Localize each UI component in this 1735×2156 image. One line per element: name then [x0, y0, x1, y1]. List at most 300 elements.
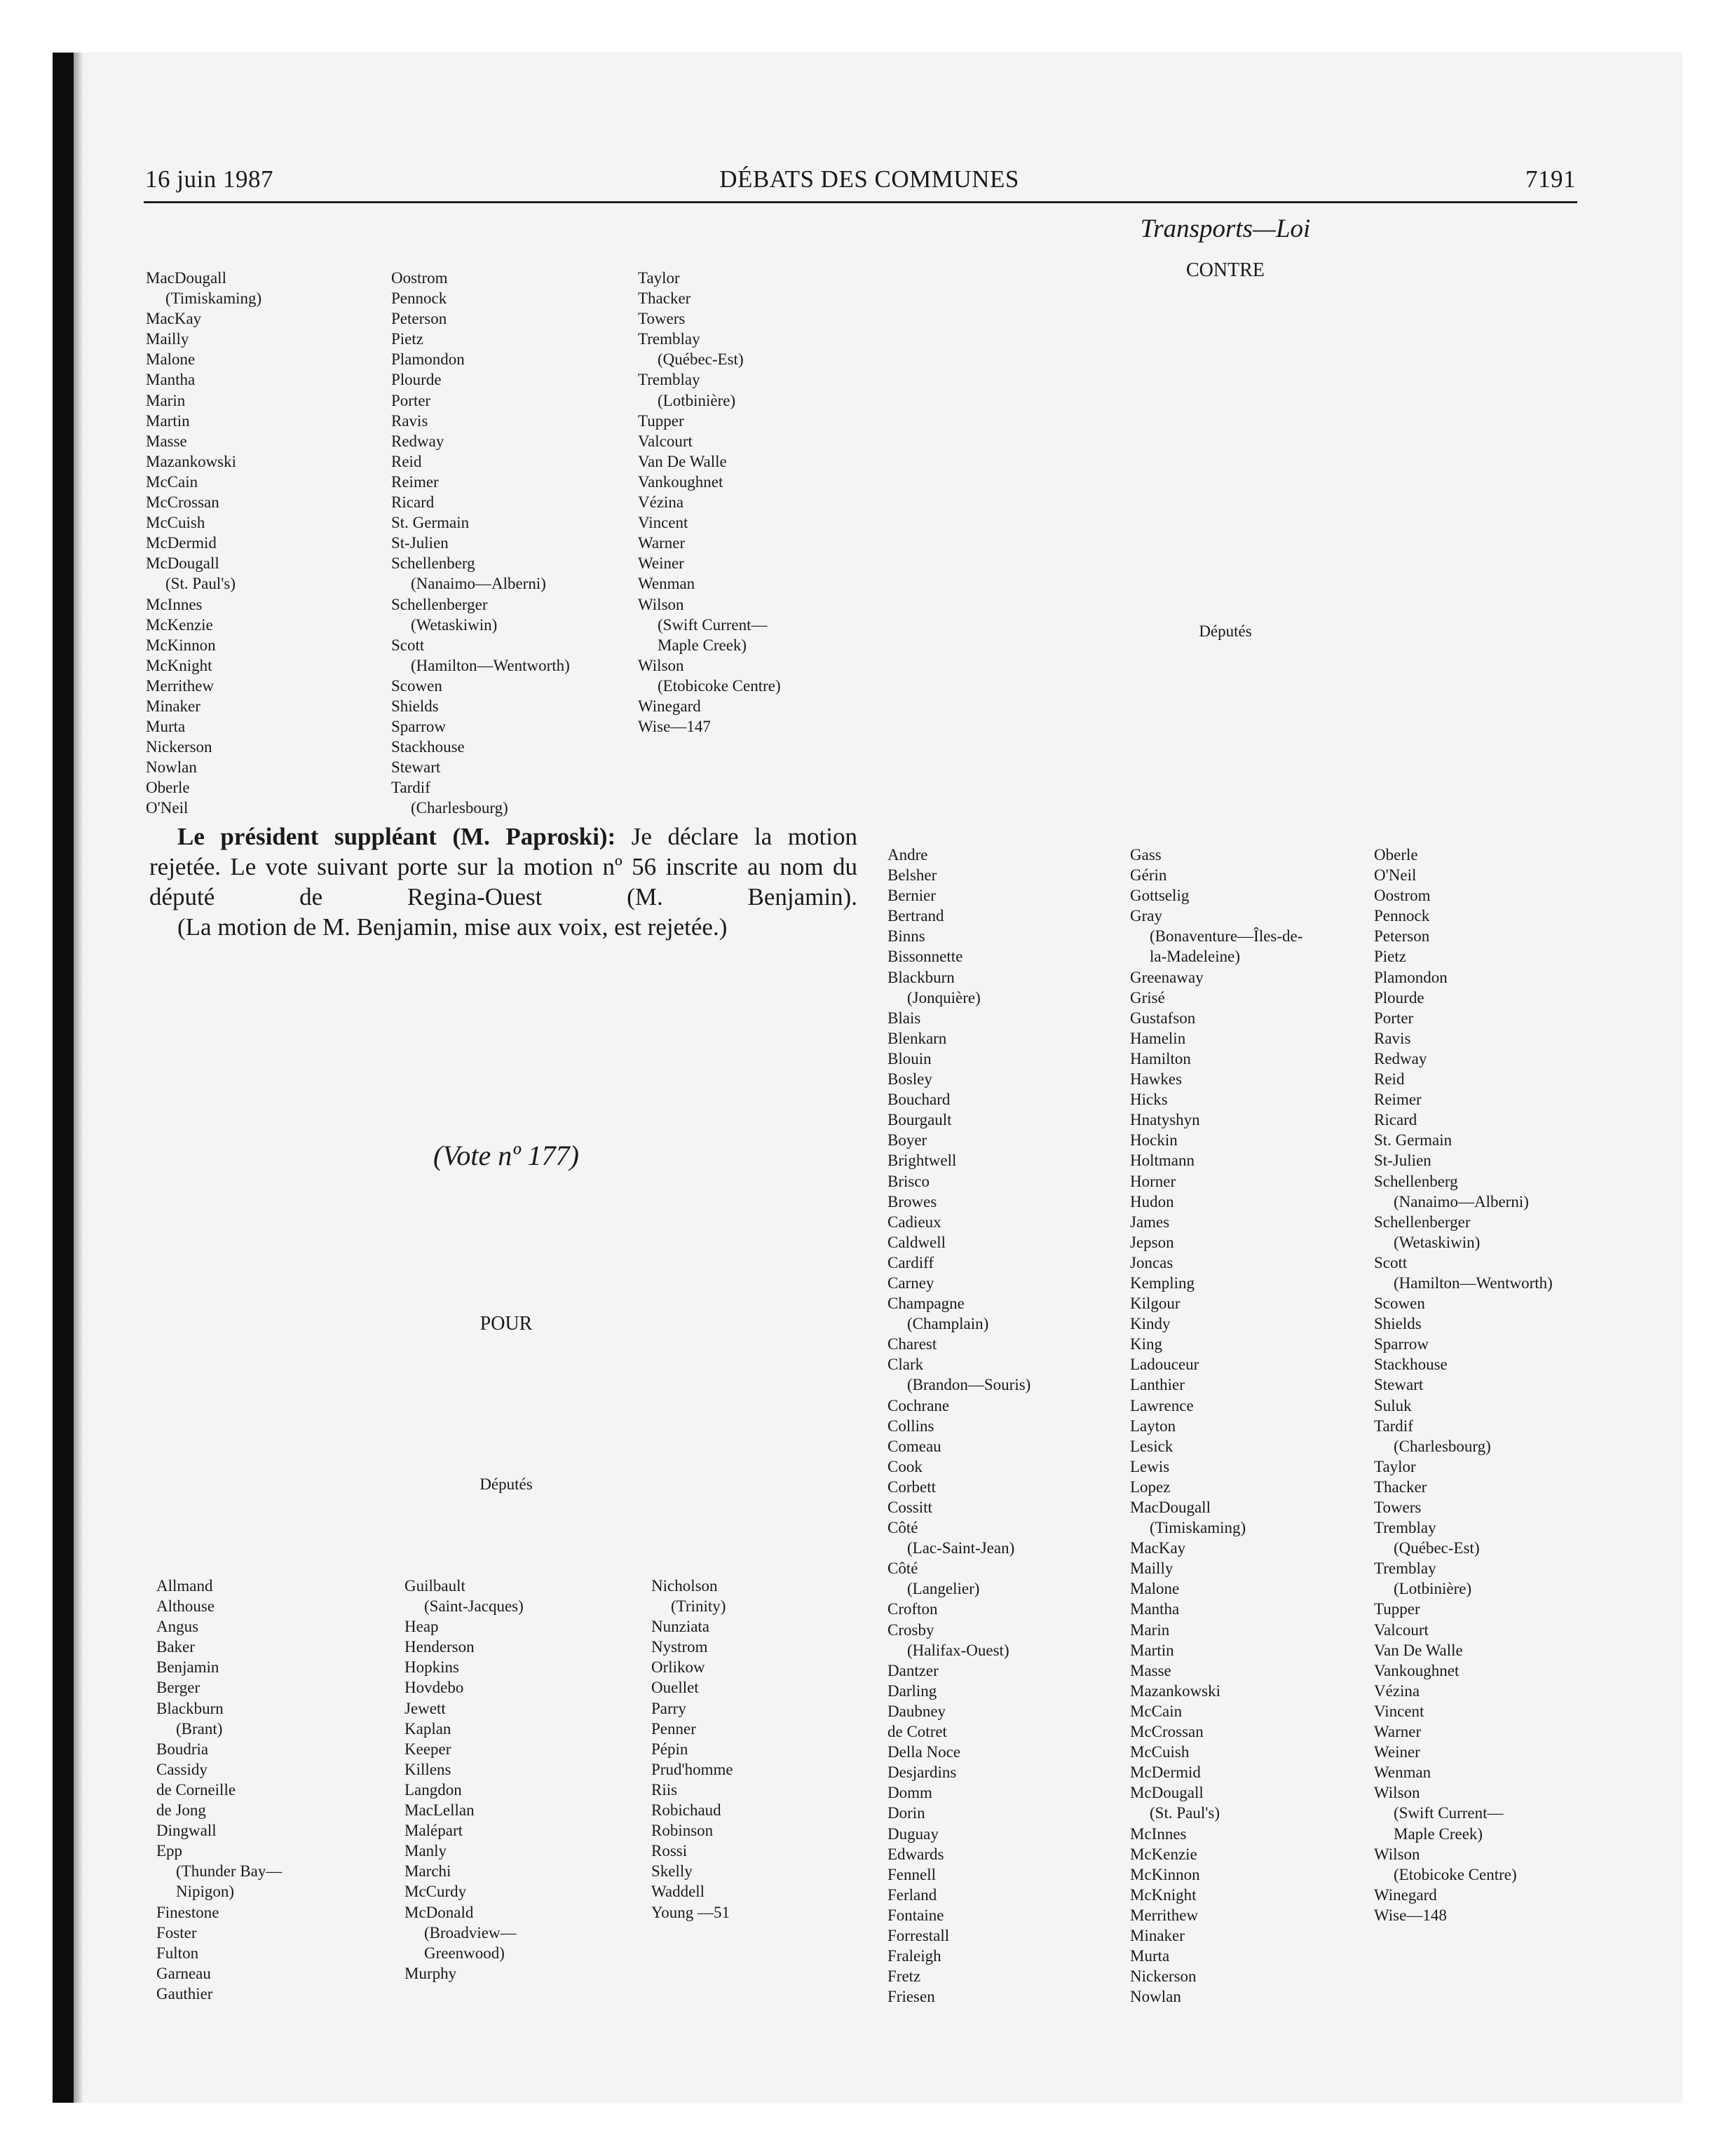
- member-name: Taylor: [638, 269, 680, 287]
- member-name: Greenaway: [1130, 968, 1204, 986]
- member-name: Domm: [887, 1784, 932, 1802]
- member-name: Layton: [1130, 1417, 1176, 1435]
- header-page-number: 7191: [1525, 165, 1576, 193]
- riding-name: (Hamilton—Wentworth): [1394, 1274, 1553, 1292]
- riding-name: (Saint-Jacques): [424, 1597, 524, 1616]
- member-name: Murphy: [404, 1964, 457, 1982]
- member-name: MacKay: [146, 310, 202, 328]
- member-name: Warner: [1374, 1723, 1422, 1741]
- member-name: Gray: [1130, 907, 1162, 925]
- member-name: Warner: [638, 534, 686, 552]
- member-name: Malépart: [404, 1822, 463, 1840]
- vote-number-title: (Vote nº 177): [433, 1140, 579, 1171]
- member-name: Jewett: [404, 1699, 446, 1717]
- member-name: Ferland: [887, 1885, 937, 1904]
- member-name: Martin: [1130, 1641, 1174, 1659]
- member-name: Nickerson: [146, 738, 212, 756]
- member-name: Mantha: [1130, 1600, 1180, 1618]
- member-name: Vincent: [638, 514, 688, 532]
- member-name: Scowen: [391, 676, 442, 695]
- member-name: Caldwell: [887, 1233, 946, 1251]
- scan-edge-shadow: [74, 53, 83, 2103]
- member-name: Waddell: [651, 1883, 705, 1901]
- member-name: McInnes: [1130, 1824, 1187, 1843]
- scan-binding-edge: [53, 53, 74, 2103]
- member-name: Kaplan: [404, 1719, 451, 1738]
- riding-name: (Trinity): [671, 1597, 726, 1616]
- member-name: Skelly: [651, 1862, 693, 1881]
- member-name: Tupper: [1374, 1600, 1420, 1618]
- member-name: Daubney: [887, 1702, 946, 1720]
- member-name: McDonald: [404, 1903, 474, 1921]
- member-name: Orlikow: [651, 1658, 705, 1677]
- member-name: Tardif: [1374, 1417, 1413, 1435]
- member-name: Bissonnette: [887, 948, 963, 966]
- member-name: Forrestall: [887, 1926, 950, 1944]
- member-name: Reid: [1374, 1070, 1405, 1089]
- riding-name: (Nanaimo—Alberni): [411, 575, 546, 593]
- member-name: Bernier: [887, 887, 936, 905]
- member-name: Nowlan: [146, 758, 197, 777]
- member-name: MacDougall: [1130, 1499, 1211, 1516]
- member-name: Porter: [1374, 1009, 1414, 1027]
- riding-name: (Charlesbourg): [411, 799, 508, 817]
- member-name: Fretz: [887, 1967, 921, 1986]
- member-name: Dingwall: [156, 1822, 217, 1840]
- member-name: Grisé: [1130, 988, 1165, 1007]
- member-name: Hnatyshyn: [1130, 1111, 1200, 1129]
- member-name: Tardif: [391, 779, 430, 797]
- riding-name: (Timiskaming): [165, 289, 262, 308]
- member-name: Killens: [404, 1760, 451, 1778]
- riding-name: (Lotbinière): [1394, 1580, 1472, 1598]
- member-name: St. Germain: [1374, 1131, 1452, 1149]
- member-name: Manly: [404, 1842, 447, 1860]
- member-name: Gauthier: [156, 1984, 213, 2003]
- member-name: McDougall: [146, 554, 219, 573]
- member-name: Belsher: [887, 866, 937, 885]
- member-name: Crofton: [887, 1600, 938, 1618]
- member-name: Merrithew: [146, 676, 215, 695]
- member-name: McKenzie: [1130, 1845, 1197, 1863]
- member-name: Boudria: [156, 1740, 209, 1758]
- member-name: Plamondon: [391, 350, 465, 369]
- previous-contre-column-1: [146, 268, 261, 819]
- member-name: McKnight: [146, 656, 212, 674]
- member-name: Minaker: [146, 697, 200, 715]
- member-name: Darling: [887, 1681, 937, 1700]
- member-name: Della Noce: [887, 1743, 961, 1761]
- riding-name: (Swift Current—: [1394, 1804, 1504, 1822]
- member-name: McCrossan: [146, 493, 219, 512]
- member-name: Lopez: [1130, 1478, 1171, 1496]
- member-name: Andre: [887, 846, 928, 864]
- member-name: Epp: [156, 1842, 183, 1860]
- member-name: O'Neil: [1374, 866, 1417, 885]
- member-name: Reid: [391, 452, 422, 470]
- member-name: Althouse: [156, 1597, 215, 1616]
- member-name: Wenman: [1374, 1763, 1431, 1782]
- member-name: Ladouceur: [1130, 1356, 1199, 1374]
- member-name: Champagne: [887, 1295, 965, 1313]
- member-name: St-Julien: [391, 534, 449, 552]
- riding-name: (Thunder Bay—: [176, 1862, 283, 1881]
- riding-name: Nipigon): [176, 1883, 235, 1901]
- member-name: Wilson: [1374, 1845, 1420, 1863]
- member-name: Malone: [146, 350, 196, 369]
- contre-column-3: [1374, 845, 1553, 1925]
- riding-name: (Champlain): [907, 1315, 989, 1333]
- member-name: Towers: [1374, 1499, 1422, 1516]
- riding-name: (Jonquière): [907, 988, 981, 1007]
- member-name: Mantha: [146, 371, 196, 389]
- riding-name: Maple Creek): [658, 636, 747, 654]
- riding-name: (Nanaimo—Alberni): [1394, 1192, 1529, 1210]
- member-name: McKenzie: [146, 615, 213, 634]
- member-name: Cadieux: [887, 1213, 941, 1231]
- member-name: Clark: [887, 1356, 924, 1374]
- member-name: Hicks: [1130, 1091, 1168, 1109]
- member-name: Vézina: [638, 493, 684, 512]
- member-name: Hawkes: [1130, 1070, 1183, 1089]
- member-name: Brisco: [887, 1172, 930, 1190]
- member-name: Tremblay: [1374, 1560, 1436, 1578]
- member-name: Mazankowski: [1130, 1681, 1221, 1700]
- contre-column-2: [1130, 845, 1302, 2007]
- member-name: Tremblay: [1374, 1519, 1436, 1537]
- member-name: Murta: [1130, 1947, 1170, 1965]
- member-name: Horner: [1130, 1172, 1176, 1190]
- member-name: Taylor: [1374, 1457, 1416, 1475]
- member-name: Gustafson: [1130, 1009, 1196, 1027]
- member-name: Nystrom: [651, 1638, 708, 1656]
- riding-name: Maple Creek): [1394, 1824, 1483, 1843]
- member-name: McInnes: [146, 595, 203, 613]
- member-name: St-Julien: [1374, 1152, 1431, 1170]
- member-name: Porter: [391, 391, 431, 409]
- member-name: Ravis: [391, 411, 428, 430]
- member-name: Reimer: [391, 472, 439, 491]
- member-name: McCain: [146, 472, 198, 491]
- member-name: Shields: [391, 697, 439, 715]
- member-name: MacKay: [1130, 1539, 1186, 1557]
- member-name: Wilson: [638, 595, 684, 613]
- member-name: Plourde: [391, 371, 442, 389]
- member-name: Pietz: [391, 330, 423, 348]
- member-name: Wilson: [1374, 1784, 1420, 1802]
- member-name: Kindy: [1130, 1315, 1171, 1333]
- member-name: Desjardins: [887, 1763, 957, 1782]
- member-name: Nowlan: [1130, 1988, 1181, 2006]
- member-name: Fontaine: [887, 1906, 944, 1924]
- member-name: Cassidy: [156, 1760, 207, 1778]
- member-name: Jepson: [1130, 1233, 1174, 1251]
- section-title: Transports—Loi: [1140, 214, 1311, 243]
- member-name: Schellenberg: [1374, 1172, 1458, 1190]
- header-title: DÉBATS DES COMMUNES: [719, 165, 1019, 193]
- member-name: Comeau: [887, 1437, 941, 1455]
- member-name: Pietz: [1374, 948, 1406, 966]
- member-name: Boyer: [887, 1131, 927, 1149]
- riding-name: (Brant): [176, 1719, 223, 1738]
- member-name: MacDougall: [146, 269, 226, 287]
- member-name: Reimer: [1374, 1091, 1422, 1109]
- contre-column-1: [887, 845, 1030, 2007]
- member-name: Peterson: [391, 310, 447, 328]
- member-name: Edwards: [887, 1845, 944, 1863]
- member-name: McKinnon: [1130, 1865, 1200, 1883]
- member-name: Hudon: [1130, 1192, 1174, 1210]
- member-name: Parry: [651, 1699, 686, 1717]
- member-name: Berger: [156, 1679, 200, 1697]
- member-name: Garneau: [156, 1964, 211, 1982]
- riding-name: (Etobicoke Centre): [658, 676, 781, 695]
- member-name: Dantzer: [887, 1661, 939, 1679]
- member-name: Schellenberger: [391, 595, 488, 613]
- member-name: Wenman: [638, 575, 695, 593]
- member-name: Peterson: [1374, 927, 1430, 946]
- member-name: McDermid: [146, 534, 217, 552]
- member-name: Blenkarn: [887, 1029, 947, 1047]
- member-name: Henderson: [404, 1638, 475, 1656]
- member-name: Nickerson: [1130, 1967, 1197, 1986]
- member-name: Weiner: [1374, 1743, 1420, 1761]
- member-name: McDougall: [1130, 1784, 1204, 1802]
- member-name: de Cotret: [887, 1723, 947, 1741]
- member-name: Malone: [1130, 1580, 1180, 1598]
- member-name: Crosby: [887, 1621, 934, 1639]
- member-name: Blackburn: [156, 1699, 224, 1717]
- member-name: Lewis: [1130, 1457, 1170, 1475]
- speaker-name: Le président suppléant (M. Paproski):: [177, 823, 616, 850]
- member-name: Hamelin: [1130, 1029, 1186, 1047]
- member-name: Kilgour: [1130, 1295, 1181, 1313]
- speaker-statement: Je déclare la motion rejetée. Le vote suivant porte sur la motion nº 56 inscrite au nom du député de Regina-Ouest (M. Benjamin).: [149, 823, 857, 910]
- member-name: Marin: [1130, 1621, 1170, 1639]
- pour-deputes-label: Députés: [479, 1475, 533, 1493]
- riding-name: (Etobicoke Centre): [1394, 1865, 1517, 1883]
- member-name: Lawrence: [1130, 1396, 1194, 1414]
- member-name: Vincent: [1374, 1702, 1424, 1720]
- member-name: Mailly: [146, 330, 189, 348]
- speaker-paragraph: [149, 821, 857, 942]
- member-name: Masse: [146, 432, 187, 450]
- member-name: Masse: [1130, 1661, 1171, 1679]
- riding-name: (St. Paul's): [165, 575, 236, 593]
- member-name: Charest: [887, 1335, 937, 1353]
- member-name: McKinnon: [146, 636, 216, 654]
- member-name: Stewart: [391, 758, 441, 777]
- member-name: Holtmann: [1130, 1152, 1195, 1170]
- member-name: Sparrow: [391, 718, 446, 736]
- member-name: McCuish: [146, 514, 205, 532]
- riding-name: (Swift Current—: [658, 615, 768, 634]
- member-name: Valcourt: [638, 432, 693, 450]
- member-name: Cardiff: [887, 1253, 934, 1271]
- member-name: Vankoughnet: [1374, 1661, 1460, 1679]
- member-name: Mazankowski: [146, 452, 237, 470]
- member-name: Langdon: [404, 1780, 462, 1799]
- member-name: James: [1130, 1213, 1170, 1231]
- riding-name: (Langelier): [907, 1580, 980, 1598]
- member-name: de Jong: [156, 1801, 206, 1820]
- member-name: Oostrom: [391, 269, 448, 287]
- member-name: Blouin: [887, 1049, 932, 1067]
- member-name: Brightwell: [887, 1152, 957, 1170]
- member-name: Ricard: [391, 493, 435, 512]
- member-name: Collins: [887, 1417, 934, 1435]
- member-name: Dorin: [887, 1804, 925, 1822]
- member-name: Cook: [887, 1457, 923, 1475]
- member-name: Keeper: [404, 1740, 451, 1758]
- member-name: Foster: [156, 1923, 197, 1942]
- member-name: Robichaud: [651, 1801, 721, 1820]
- member-name: Hamilton: [1130, 1049, 1191, 1067]
- member-name: Benjamin: [156, 1658, 219, 1677]
- member-name: Gérin: [1130, 866, 1167, 885]
- member-name: Bosley: [887, 1070, 932, 1089]
- member-name: Riis: [651, 1780, 678, 1799]
- member-name: Corbett: [887, 1478, 936, 1496]
- member-name: Murta: [146, 718, 186, 736]
- member-name: Oberle: [1374, 846, 1418, 864]
- member-name: Heap: [404, 1618, 439, 1636]
- member-name: Thacker: [638, 289, 691, 308]
- member-name: Prud'homme: [651, 1760, 733, 1778]
- member-name: Finestone: [156, 1903, 219, 1921]
- member-name: Fulton: [156, 1944, 199, 1962]
- member-name: Cochrane: [887, 1396, 950, 1414]
- member-name: Plourde: [1374, 988, 1424, 1007]
- member-name: Redway: [1374, 1049, 1427, 1067]
- member-name: Côté: [887, 1560, 918, 1578]
- member-name: Fennell: [887, 1865, 936, 1883]
- member-name: Ricard: [1374, 1111, 1417, 1129]
- member-name: McCurdy: [404, 1883, 467, 1901]
- previous-contre-column-2: [391, 268, 570, 819]
- member-name: Nicholson: [651, 1577, 718, 1595]
- member-name: MacLellan: [404, 1801, 475, 1820]
- previous-contre-column-3: [638, 268, 781, 737]
- member-name: Valcourt: [1374, 1621, 1429, 1639]
- member-name: Schellenberger: [1374, 1213, 1471, 1231]
- member-name: Allmand: [156, 1577, 213, 1595]
- riding-name: (Brandon—Souris): [907, 1376, 1031, 1394]
- member-name: Bouchard: [887, 1091, 951, 1109]
- member-name: Penner: [651, 1719, 696, 1738]
- member-name: Plamondon: [1374, 968, 1448, 986]
- riding-name: (Halifax-Ouest): [907, 1641, 1009, 1659]
- member-name: Pennock: [1374, 907, 1430, 925]
- contre-deputes-label: Députés: [1199, 622, 1252, 640]
- member-name: Ouellet: [651, 1679, 699, 1697]
- member-name: Joncas: [1130, 1253, 1173, 1271]
- member-name: Friesen: [887, 1988, 935, 2006]
- member-name: St. Germain: [391, 514, 470, 532]
- member-name: O'Neil: [146, 799, 189, 817]
- member-name: Binns: [887, 927, 925, 946]
- member-name: Stackhouse: [391, 738, 465, 756]
- member-name: McCuish: [1130, 1743, 1190, 1761]
- member-name: Vankoughnet: [638, 472, 723, 491]
- member-name: Lanthier: [1130, 1376, 1185, 1394]
- member-name: Vézina: [1374, 1681, 1420, 1700]
- member-name: Stewart: [1374, 1376, 1424, 1394]
- member-name: Tremblay: [638, 371, 700, 389]
- member-name: Marchi: [404, 1862, 451, 1881]
- member-name: Nunziata: [651, 1618, 710, 1636]
- pour-column-3: [651, 1576, 733, 1923]
- member-name: Browes: [887, 1192, 937, 1210]
- member-name: Towers: [638, 310, 686, 328]
- member-name: Winegard: [1374, 1885, 1437, 1904]
- riding-name: Greenwood): [424, 1944, 505, 1962]
- member-name: Scott: [391, 636, 425, 654]
- member-name: Baker: [156, 1638, 195, 1656]
- member-name: Suluk: [1374, 1396, 1412, 1414]
- riding-name: (Wetaskiwin): [411, 615, 498, 634]
- member-name: Blais: [887, 1009, 921, 1027]
- member-name: McCrossan: [1130, 1723, 1204, 1741]
- header-rule: [144, 201, 1577, 203]
- member-name: Côté: [887, 1519, 918, 1537]
- member-name: King: [1130, 1335, 1162, 1353]
- member-name: Lesick: [1130, 1437, 1173, 1455]
- pour-column-2: [404, 1576, 524, 1984]
- member-name: Young —51: [651, 1903, 730, 1921]
- member-name: Guilbault: [404, 1577, 465, 1595]
- member-name: Mailly: [1130, 1560, 1173, 1578]
- member-name: McKnight: [1130, 1885, 1197, 1904]
- member-name: Cossitt: [887, 1499, 932, 1516]
- riding-name: (Bonaventure—Îles-de-: [1150, 927, 1303, 946]
- member-name: Wise—147: [638, 718, 711, 736]
- member-name: Van De Walle: [1374, 1641, 1463, 1659]
- member-name: Hopkins: [404, 1658, 459, 1677]
- member-name: Bertrand: [887, 907, 944, 925]
- member-name: Sparrow: [1374, 1335, 1429, 1353]
- member-name: Merrithew: [1130, 1906, 1199, 1924]
- member-name: Tremblay: [638, 330, 700, 348]
- member-name: Thacker: [1374, 1478, 1427, 1496]
- riding-name: (Hamilton—Wentworth): [411, 656, 570, 674]
- member-name: Bourgault: [887, 1111, 952, 1129]
- pour-column-1: [156, 1576, 282, 2004]
- member-name: Redway: [391, 432, 444, 450]
- member-name: Pennock: [391, 289, 447, 308]
- member-name: Minaker: [1130, 1926, 1185, 1944]
- member-name: Pépin: [651, 1740, 688, 1758]
- riding-name: (St. Paul's): [1150, 1804, 1220, 1822]
- riding-name: (Lac-Saint-Jean): [907, 1539, 1015, 1557]
- contre-heading-previous: CONTRE: [1186, 259, 1265, 281]
- member-name: Fraleigh: [887, 1947, 941, 1965]
- member-name: Robinson: [651, 1822, 714, 1840]
- riding-name: (Broadview—: [424, 1923, 517, 1942]
- member-name: Duguay: [887, 1824, 939, 1843]
- riding-name: la-Madeleine): [1150, 948, 1240, 966]
- member-name: Gottselig: [1130, 887, 1190, 905]
- member-name: Oberle: [146, 779, 190, 797]
- riding-name: (Québec-Est): [658, 350, 744, 369]
- member-name: Scott: [1374, 1253, 1408, 1271]
- member-name: Carney: [887, 1274, 934, 1292]
- member-name: Gass: [1130, 846, 1162, 864]
- riding-name: (Charlesbourg): [1394, 1437, 1491, 1455]
- member-name: Tupper: [638, 411, 684, 430]
- member-name: Ravis: [1374, 1029, 1411, 1047]
- riding-name: (Wetaskiwin): [1394, 1233, 1481, 1251]
